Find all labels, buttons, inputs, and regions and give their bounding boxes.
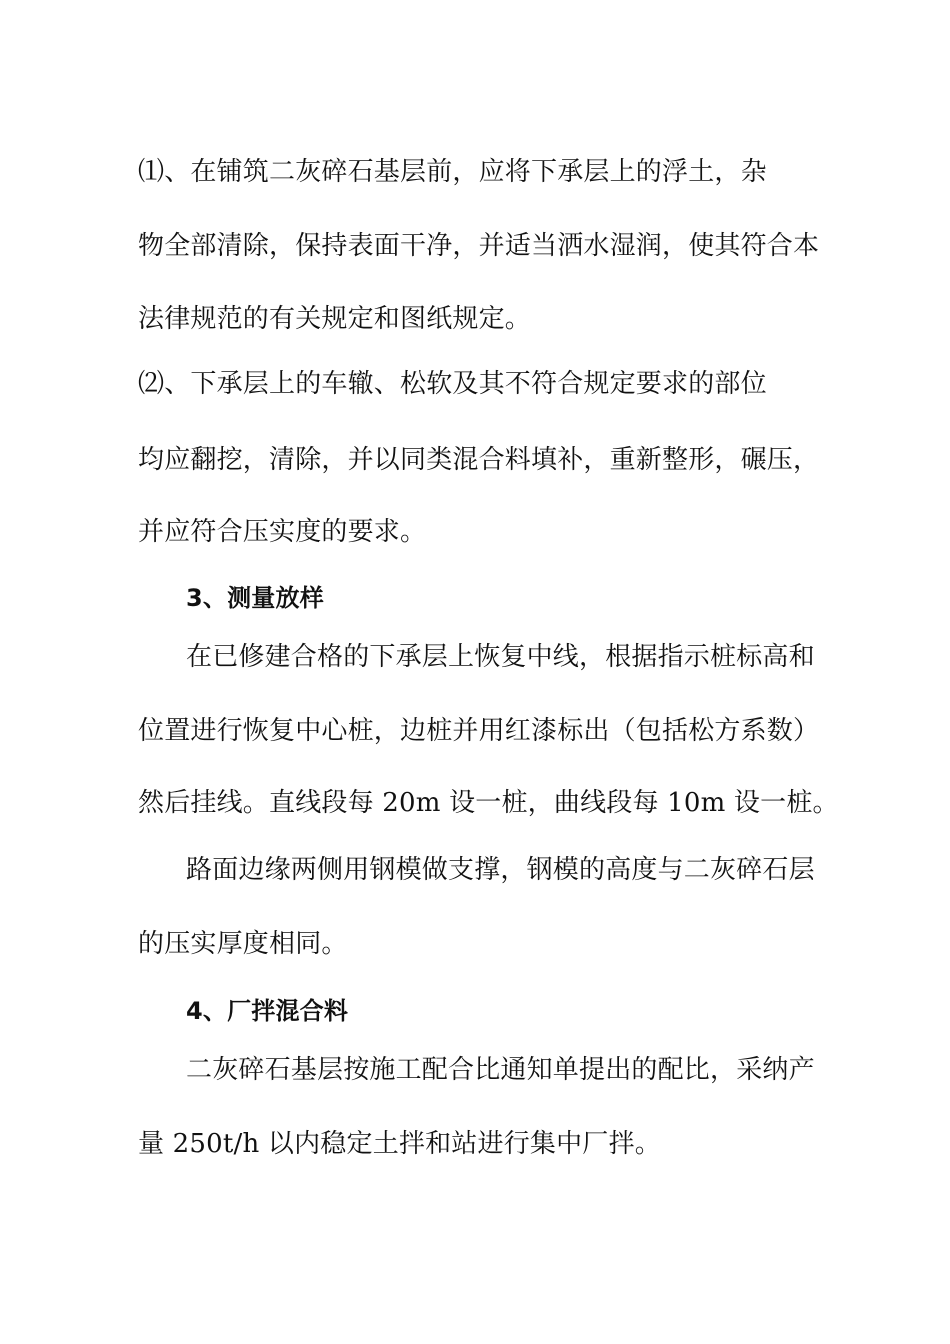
- paragraph-4-line-2: 位置进行恢复中心桩，边桩并用红漆标出（包括松方系数）: [138, 716, 820, 746]
- paragraph-4-line-3: 然后挂线。直线段每 20m 设一桩，曲线段每 10m 设一桩。: [138, 788, 839, 818]
- section-heading-4: 4、厂拌混合料: [186, 997, 349, 1025]
- paragraph-1-line-2: 物全部清除，保持表面干净，并适当洒水湿润，使其符合本: [138, 231, 820, 261]
- paragraph-1-line-1: ⑴、在铺筑二灰碎石基层前，应将下承层上的浮土，杂: [138, 157, 767, 187]
- paragraph-5-line-2: 的压实厚度相同。: [138, 929, 348, 959]
- paragraph-5-line-1: 路面边缘两侧用钢模做支撑，钢模的高度与二灰碎石层: [186, 855, 815, 885]
- paragraph-7-line-2: 量 250t/h 以内稳定土拌和站进行集中厂拌。: [138, 1129, 661, 1159]
- paragraph-2-line-1: ⑵、下承层上的车辙、松软及其不符合规定要求的部位: [138, 369, 767, 399]
- paragraph-4-line-1: 在已修建合格的下承层上恢复中线，根据指示桩标高和: [186, 642, 815, 672]
- section-heading-3: 3、测量放样: [186, 584, 324, 612]
- paragraph-2-line-2: 均应翻挖，清除，并以同类混合料填补，重新整形，碾压，: [138, 445, 820, 475]
- paragraph-1-line-3: 法律规范的有关规定和图纸规定。: [138, 304, 532, 334]
- paragraph-2-line-3: 并应符合压实度的要求。: [138, 517, 427, 547]
- paragraph-7-line-1: 二灰碎石基层按施工配合比通知单提出的配比，采纳产: [186, 1055, 815, 1085]
